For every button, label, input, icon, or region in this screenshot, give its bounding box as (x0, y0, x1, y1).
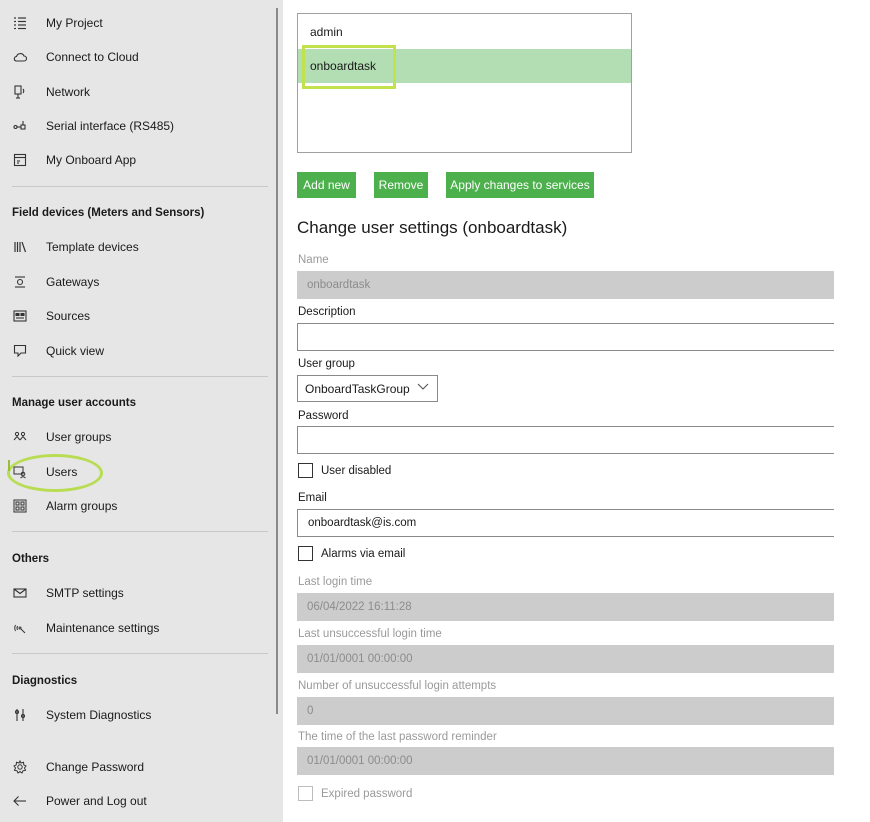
user-group-select[interactable] (297, 375, 438, 402)
email-label: Email (298, 492, 327, 504)
alarms-via-email-label: Alarms via email (321, 547, 406, 560)
alarms-via-email-checkbox-row[interactable] (298, 546, 405, 561)
diagnostics-icon (12, 707, 28, 723)
section-header-others: Others (12, 553, 50, 565)
sidebar-item-connect-to-cloud[interactable] (0, 40, 270, 74)
sidebar-item-my-onboard-app[interactable] (0, 143, 270, 177)
sidebar-item-label: Network (46, 85, 91, 99)
user-group-label: User group (298, 358, 355, 370)
sidebar-item-label: Serial interface (RS485) (46, 119, 175, 133)
back-arrow-icon (12, 793, 28, 809)
gateway-icon (12, 274, 28, 290)
sidebar-item-label: Alarm groups (46, 499, 118, 513)
app-icon (12, 152, 28, 168)
user-group-value: OnboardTaskGroup (305, 381, 410, 396)
description-label: Description (298, 306, 356, 318)
user-list[interactable] (297, 13, 632, 153)
password-label: Password (298, 410, 349, 422)
library-icon (12, 239, 28, 255)
sidebar-item-my-project[interactable] (0, 6, 270, 40)
expired-password-checkbox (298, 786, 313, 801)
last-password-reminder-field: 01/01/0001 00:00:00 (297, 747, 834, 775)
expired-password-label: Expired password (321, 787, 413, 800)
sidebar-divider (12, 186, 268, 187)
unsuccessful-attempts-label: Number of unsuccessful login attempts (298, 680, 497, 692)
list-icon (12, 15, 28, 31)
sidebar-item-user-groups[interactable] (0, 420, 270, 454)
user-disabled-checkbox-row[interactable] (298, 463, 391, 478)
sidebar-item-label: Change Password (46, 760, 145, 774)
sidebar-item-change-password[interactable] (0, 750, 270, 784)
user-groups-icon (12, 429, 28, 445)
sidebar-item-label: Quick view (46, 344, 105, 358)
user-list-item-admin[interactable]: admin (310, 25, 343, 39)
sidebar-item-label: System Diagnostics (46, 708, 152, 722)
sidebar-item-label: Sources (46, 309, 91, 323)
add-new-button[interactable]: Add new (297, 172, 356, 198)
sidebar-item-sources[interactable] (0, 299, 270, 333)
last-password-reminder-label: The time of the last password reminder (298, 731, 497, 743)
description-field[interactable] (297, 323, 834, 351)
settings-gear-icon (12, 759, 28, 775)
sidebar-divider (12, 653, 268, 654)
sidebar-divider (12, 376, 268, 377)
unsuccessful-attempts-field: 0 (297, 697, 834, 725)
maintenance-icon (12, 620, 28, 636)
form-title: Change user settings (onboardtask) (297, 218, 568, 237)
mail-icon (12, 585, 28, 601)
sidebar-item-label: Template devices (46, 240, 139, 254)
password-field[interactable] (297, 426, 834, 454)
email-field[interactable] (297, 509, 834, 537)
sidebar-item-label: Gateways (46, 275, 100, 289)
sidebar-item-label: My Onboard App (46, 153, 137, 167)
last-unsuccessful-login-field: 01/01/0001 00:00:00 (297, 645, 834, 673)
section-header-manage-user-accounts: Manage user accounts (12, 397, 136, 409)
sidebar-item-quick-view[interactable] (0, 334, 270, 368)
sidebar-item-maintenance-settings[interactable] (0, 611, 270, 645)
user-list-item-onboardtask[interactable]: onboardtask (298, 49, 631, 83)
sidebar-item-serial-interface[interactable] (0, 109, 270, 143)
sidebar-item-label: User groups (46, 430, 112, 444)
alarms-via-email-checkbox[interactable] (298, 546, 313, 561)
sidebar-scrollbar[interactable] (276, 8, 278, 714)
section-header-diagnostics: Diagnostics (12, 675, 78, 687)
sidebar-item-gateways[interactable] (0, 265, 270, 299)
last-unsuccessful-login-label: Last unsuccessful login time (298, 628, 442, 640)
sidebar-item-alarm-groups[interactable] (0, 489, 270, 523)
sidebar-item-label: My Project (46, 16, 103, 30)
sidebar (0, 0, 283, 822)
sidebar-item-template-devices[interactable] (0, 230, 270, 264)
sidebar-item-power-and-log-out[interactable] (0, 784, 270, 818)
apply-changes-button[interactable]: Apply changes to services (446, 172, 594, 198)
network-icon (12, 84, 28, 100)
name-field: onboardtask (297, 271, 834, 299)
sidebar-item-smtp-settings[interactable] (0, 576, 270, 610)
sidebar-item-users[interactable] (0, 455, 270, 489)
chevron-down-icon (417, 381, 429, 394)
sidebar-item-label: SMTP settings (46, 586, 124, 600)
quick-view-icon (12, 343, 28, 359)
sidebar-item-label: Connect to Cloud (46, 50, 139, 64)
sidebar-item-system-diagnostics[interactable] (0, 698, 270, 732)
sidebar-item-network[interactable] (0, 75, 270, 109)
sidebar-item-label: Maintenance settings (46, 621, 160, 635)
expired-password-checkbox-row (298, 786, 412, 801)
cloud-icon (12, 49, 28, 65)
section-header-field-devices: Field devices (Meters and Sensors) (12, 207, 205, 219)
users-icon (12, 464, 28, 480)
user-disabled-checkbox[interactable] (298, 463, 313, 478)
name-label: Name (298, 254, 329, 266)
last-login-field: 06/04/2022 16:11:28 (297, 593, 834, 621)
sidebar-divider (12, 531, 268, 532)
serial-icon (12, 118, 28, 134)
sidebar-item-label: Users (46, 465, 78, 479)
selection-indicator (8, 460, 10, 471)
remove-button[interactable]: Remove (374, 172, 428, 198)
alarm-groups-icon (12, 498, 28, 514)
sidebar-item-label: Power and Log out (46, 794, 147, 808)
sources-icon (12, 308, 28, 324)
user-disabled-label: User disabled (321, 464, 392, 477)
last-login-label: Last login time (298, 576, 373, 588)
